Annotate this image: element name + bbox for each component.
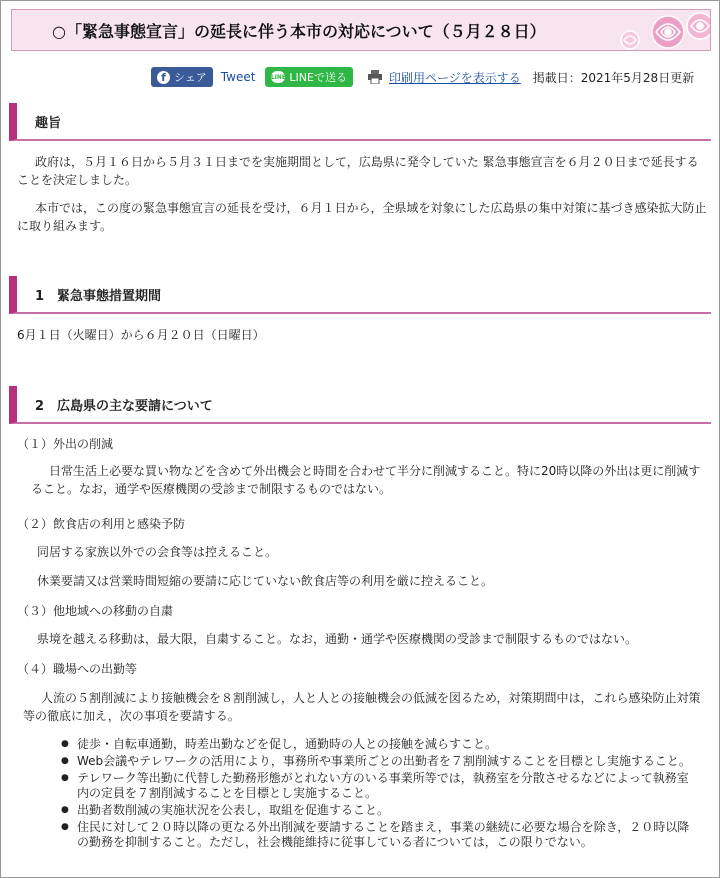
summary-paragraph-2: 本市では，この度の緊急事態宣言の延長を受け，６月１日から，全県域を対象にした広島県の集中対策に基づき感染拡大防止に取り組みます。: [17, 201, 707, 233]
line-share-button[interactable]: [265, 67, 353, 87]
page-title: ○「緊急事態宣言」の延長に伴う本市の対応について（５月２８日）: [52, 21, 546, 41]
facebook-share-label: シェア: [174, 71, 207, 84]
subheading-going-out: （１）外出の削減: [17, 437, 114, 451]
facebook-icon: f: [157, 71, 170, 84]
print-page-link[interactable]: 印刷用ページを表示する: [388, 70, 521, 85]
list-item: ● Web会議やテレワークの活用により，事務所や事業所ごとの出勤者を７割削減することを目標とし実施すること。: [61, 754, 691, 769]
summary-paragraph-1: 政府は，５月１６日から５月３１日までを実施期間として，広島県に発令していた 緊急事態宣言を６月２０日まで延長することを決定しました。: [17, 155, 699, 187]
line-share-label: LINEで送る: [289, 71, 347, 84]
period-text: 6月１日（火曜日）から６月２０日（日曜日）: [17, 328, 265, 342]
list-item: ● 徒歩・自転車通勤，時差出勤などを促し，通勤時の人との接触を減らすこと。: [61, 737, 691, 752]
restaurants-text-2: 休業要請又は営業時間短縮の要請に応じていない飲食店等の利用を厳に控えること。: [37, 574, 494, 588]
subheading-workplace: （４）職場への出勤等: [17, 662, 138, 676]
list-item: ● 出勤者数削減の実施状況を公表し，取組を促進すること。: [61, 803, 691, 818]
share-toolbar: [151, 65, 711, 89]
printer-icon[interactable]: [367, 70, 383, 84]
list-item: ● テレワーク等出勤に代替した勤務形態がとれない方のいる事業所等では，執務室を分散させるなどによって執務室内の定員を７割削減することを目標とし実施すること。: [61, 771, 691, 801]
subheading-travel: （３）他地域への移動の自粛: [17, 604, 174, 618]
rose-decoration-icon: [560, 10, 710, 50]
subheading-restaurants: （２）飲食店の利用と感染予防: [17, 517, 186, 531]
publish-date: 掲載日：2021年5月28日更新: [532, 70, 695, 85]
workplace-request-list: [61, 737, 691, 852]
tweet-link[interactable]: Tweet: [220, 70, 256, 84]
going-out-text: 日常生活上必要な買い物などを含めて外出機会と時間を合わせて半分に削減すること。特に20時以降の外出は更に削減すること。なお，通学や医療機関の受診まで制限するものではない。: [31, 464, 701, 496]
travel-text: 県境を越える移動は，最大限，自粛すること。なお，通勤・通学や医療機関の受診まで制限するものではない。: [37, 632, 638, 646]
page-title-banner: [11, 9, 711, 51]
section-heading-period: 1 緊急事態措置期間: [9, 276, 711, 314]
section-heading-requests: 2 広島県の主な要請について: [9, 386, 711, 424]
list-item: ● 住民に対して２０時以降の更なる外出削減を要請することを踏まえ，事業の継続に必要な場合を除き，２０時以降の勤務を抑制すること。ただし，社会機能維持に従事している者については，この限りでない。: [61, 820, 691, 850]
line-icon: LINE: [271, 71, 285, 83]
facebook-share-button[interactable]: [151, 67, 213, 87]
restaurants-text-1: 同居する家族以外での会食等は控えること。: [37, 545, 278, 559]
workplace-text: 人流の５割削減により接触機会を８割削減し，人と人との接触機会の低減を図るため，対策期間中は，これら感染防止対策等の徹底に加え，次の事項を要請する。: [23, 691, 701, 723]
section-heading-summary: 趣旨: [9, 103, 711, 141]
